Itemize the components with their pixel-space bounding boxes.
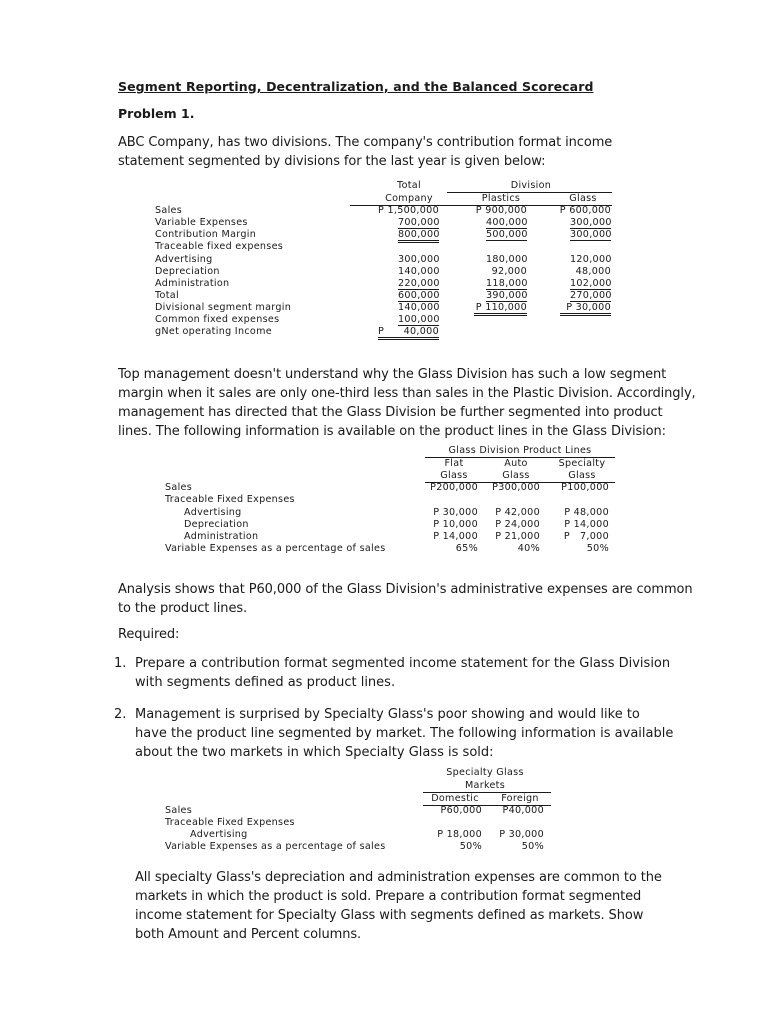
foreign-variable-pct: 50% [521,841,544,852]
total-common-fixed: 100,000 [398,314,440,325]
flat-administration: P 14,000 [433,531,478,542]
plastics-contribution-margin: 500,000 [486,229,528,240]
flat-variable-pct: 65% [455,543,478,554]
total-variable-expenses: 700,000 [398,217,440,228]
analysis-paragraph: Analysis shows that P60,000 of the Glass Division's administrative expenses are common to the product lines. [118,582,693,616]
auto-advertising: P 42,000 [495,507,540,518]
row-label: Sales [165,482,193,493]
row-label: Total [155,290,179,301]
intro-paragraph: ABC Company, has two divisions. The company's contribution format income statement segmented by divisions for the last year is given below: [118,135,613,169]
header-total-line1: Total [397,180,421,191]
col-foreign: Foreign [501,793,539,804]
row-label: Traceable fixed expenses [155,241,284,252]
plastics-sales: P 900,000 [475,205,527,216]
peso-prefix: P [378,326,385,337]
item-number: 1. [114,656,127,671]
glass-depreciation: 48,000 [575,266,611,277]
total-sales: P 1,500,000 [378,205,439,216]
foreign-sales: P40,000 [502,805,544,816]
management-paragraph: Top management doesn't understand why the Glass Division has such a low segment margin when it sales are only one-third less than sales in the Plastic Division. Accordingly, management has directed that the Glass Division be further segmented into product lines. The following information is available on the product lines in the Glass Division: [118,367,696,439]
row-label: Traceable Fixed Expenses [165,817,295,828]
row-label: Common fixed expenses [155,314,280,325]
specialty-advertising: P 48,000 [564,507,609,518]
col-auto-line2: Glass [502,470,530,481]
glass-advertising: 120,000 [570,254,612,265]
row-label: Contribution Margin [155,229,257,240]
row-label: Variable Expenses as a percentage of sales [165,543,386,554]
row-label: Advertising [190,829,248,840]
row-label: Sales [155,205,183,216]
row-label: Administration [184,531,259,542]
flat-sales: P200,000 [430,482,478,493]
row-label: Advertising [155,254,213,265]
auto-variable-pct: 40% [517,543,540,554]
row-label: Administration [155,278,230,289]
glass-segment-margin: P 30,000 [560,302,611,316]
plastics-total-fixed: 390,000 [486,290,528,301]
plastics-depreciation: 92,000 [491,266,527,277]
total-depreciation: 140,000 [398,266,440,277]
glass-contribution-margin: 300,000 [570,229,612,240]
group-header: Glass Division Product Lines [448,445,592,456]
auto-depreciation: P 24,000 [495,519,540,530]
row-label: Advertising [184,507,242,518]
glass-sales: P 600,000 [559,205,611,216]
specialty-administration: P 7,000 [563,531,609,542]
auto-sales: P300,000 [492,482,540,493]
total-segment-margin: 140,000 [398,302,440,313]
specialty-variable-pct: 50% [586,543,609,554]
plastics-administration: 118,000 [486,278,528,289]
foreign-advertising: P 30,000 [499,829,544,840]
header-total-line2: Company [385,193,433,204]
domestic-variable-pct: 50% [459,841,482,852]
flat-depreciation: P 10,000 [433,519,478,530]
header-glass: Glass [569,193,597,204]
row-label: Variable Expenses as a percentage of sales [165,841,386,852]
item-text: Prepare a contribution format segmented income statement for the Glass Division with segments defined as product lines. [135,656,671,690]
problem-heading: Problem 1. [118,106,195,121]
item-text: Management is surprised by Specialty Glass's poor showing and would like to have the product line segmented by market. The following information is available about the two markets in which Specialty Glass is sold: [135,707,674,760]
header-division: Division [510,180,552,191]
row-label: gNet operating Income [155,326,272,337]
flat-advertising: P 30,000 [433,507,478,518]
group-header-line1: Specialty Glass [446,767,524,778]
auto-administration: P 21,000 [495,531,540,542]
header-plastics: Plastics [481,193,521,204]
total-fixed: 600,000 [398,290,440,301]
col-auto-line1: Auto [504,458,528,469]
specialty-sales: P100,000 [561,482,609,493]
total-advertising: 300,000 [398,254,440,265]
document-title: Segment Reporting, Decentralization, and the Balanced Scorecard [118,79,594,94]
item-number: 2. [114,707,127,722]
col-domestic: Domestic [431,793,479,804]
required-label: Required: [118,627,180,642]
total-contribution-margin: 800,000 [398,229,439,243]
row-label: Depreciation [155,266,220,277]
row-label: Variable Expenses [155,217,248,228]
closing-paragraph: All specialty Glass's depreciation and administration expenses are common to the markets in which the product is sold. Prepare a contribution format segmented income statement for Specialty Glass with segments defined as markets. Show both Amount and Percent columns. [135,870,662,942]
row-label: Sales [165,805,193,816]
col-flat-line2: Glass [440,470,468,481]
plastics-variable-expenses: 400,000 [486,217,528,228]
plastics-advertising: 180,000 [486,254,528,265]
col-specialty-line1: Specialty [558,458,606,469]
domestic-sales: P60,000 [440,805,482,816]
net-operating-income-value: 40,000 [403,326,439,337]
col-flat-line1: Flat [444,458,464,469]
specialty-depreciation: P 14,000 [564,519,609,530]
row-label: Depreciation [184,519,249,530]
row-label: Traceable Fixed Expenses [165,494,295,505]
glass-total-fixed: 270,000 [570,290,612,301]
total-administration: 220,000 [398,278,440,289]
glass-variable-expenses: 300,000 [570,217,612,228]
domestic-advertising: P 18,000 [437,829,482,840]
plastics-segment-margin: P 110,000 [474,302,527,316]
group-header-line2: Markets [464,780,506,791]
col-specialty-line2: Glass [568,470,596,481]
glass-administration: 102,000 [570,278,612,289]
row-label: Divisional segment margin [155,302,292,313]
